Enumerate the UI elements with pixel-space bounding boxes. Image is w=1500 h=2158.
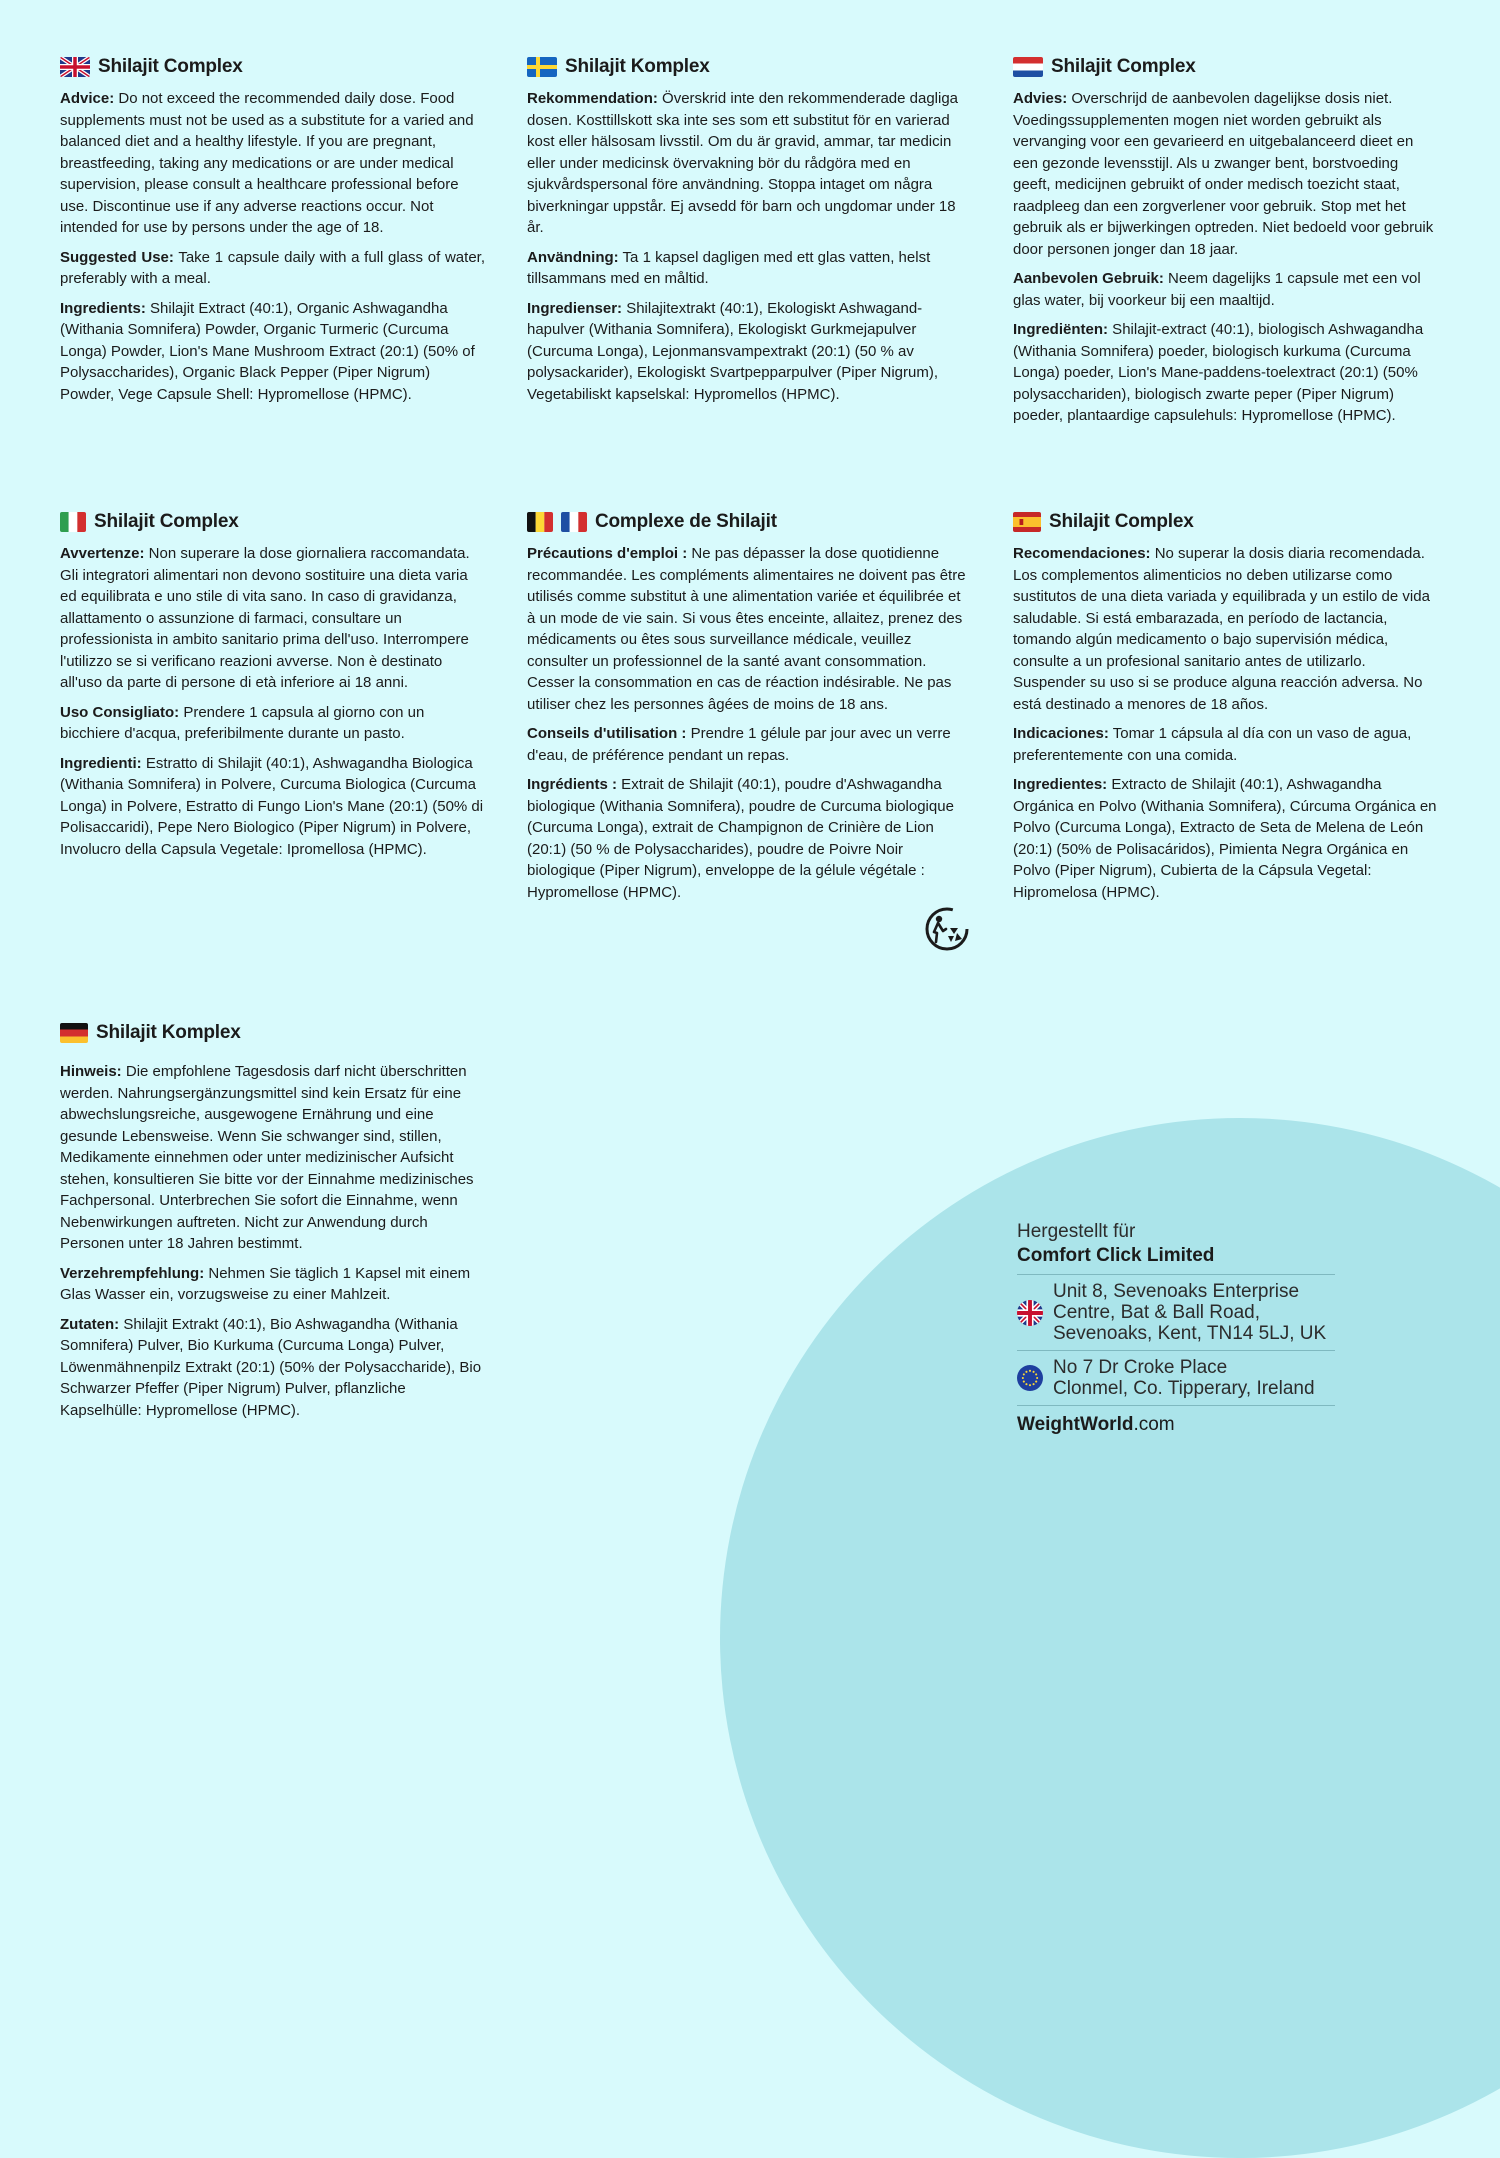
suggested-use-text: Aanbevolen Gebruik: Neem dagelijks 1 capsule met een vol glas water, bij voorkeur bij een maaltijd. [1013,270,1421,309]
address-line: No 7 Dr Croke Place [1053,1357,1228,1378]
section-title: Shilajit Komplex [527,56,972,78]
suggested-use-text: Uso Consigliato: Prendere 1 capsula al giorno con un bicchiere d'acqua, preferibilmente durante un pasto. [60,703,425,742]
section-title: Complexe de Shilajit [527,511,972,533]
suggested-use-text: Verzehrempfehlung: Nehmen Sie täglich 1 Kapsel mit einem Glas Wasser ein, vorzugsweise zu einer Mahlzeit. [60,1264,471,1303]
section-title: Shilajit Complex [1013,511,1438,533]
ingredients-text: Zutaten: Shilajit Extrakt (40:1), Bio Ashwagandha (Withania Somnifera) Pulver, Bio Kurkuma (Curcuma Longa) Pulver, Löwenmähnenpilz Extrakt (20:1) (50% der Polysaccharide), Bio Schwarzer Pfeffer (Piper Nigrum) Pulver, pflanzliche Kapselhülle: Hypromellose (HPMC). [60,1315,482,1419]
divider [1017,1274,1335,1275]
france-flag-icon [561,512,587,532]
ingredients-text: Ingredienser: Shilajitextrakt (40:1), Ekologiskt Ashwagand-hapulver (Withania Somnifera), Ekologiskt Gurkmejapulver (Curcuma Longa), Lejonmansvampextrakt (20:1) (50 % av polysackarider), Ekologiskt Svartpepparpulver (Piper Nigrum), Vegetabiliskt kapselskal: Hypromellos (HPMC). [527,299,938,403]
divider [1017,1350,1335,1351]
suggested-use-text: Conseils d'utilisation : Prendre 1 gélule par jour avec un verre d'eau, de préférence pendant un repas. [527,725,951,764]
advice-text: Recomendaciones: No superar la dosis diaria recomendada. Los complementos alimenticios no deben utilizarse como sustitutos de una dieta variada y equilibrada y un estilo de vida saludable. Si está embarazada, en período de lactancia, tomando algún medicamento o bajo supervisión médica, consulte a un profesional sanitario antes de utilizarlo. Suspender su uso si se produce alguna reacción adversa. No está destinado a menores de 18 años. [1013,545,1430,713]
manufacturer-info [1017,1220,1335,1438]
ingredients-text: Ingredientes: Extracto de Shilajit (40:1), Ashwagandha Orgánica en Polvo (Withania Somnifera), Cúrcuma Orgánica en Polvo (Curcuma Longa), Extracto de Seta de Melena de León (20:1) (50% de Polisacáridos), Pimienta Negra Orgánica en Polvo (Piper Nigrum), Cubierta de la Cápsula Vegetal: Hipromelosa (HPMC). [1013,776,1437,901]
suggested-use-text: Indicaciones: Tomar 1 cápsula al día con un vaso de agua, preferentemente con una comida. [1013,725,1412,764]
suggested-use-text: Suggested Use: Take 1 capsule daily with a full glass of water, preferably with a meal. [60,248,485,287]
section-spanish [1013,511,1438,911]
section-italian [60,511,488,868]
advice-text: Rekommendation: Överskrid inte den rekommenderade dagliga dosen. Kosttillskott ska inte ses som ett substitut för en varierad kost eller hälsosam livsstil. Om du är gravid, ammar, tar medicin eller under medicinsk övervakning bör du rådgöra med en sjukvårdspersonal före användning. Stoppa intaget om några biverkningar uppstår. Ej avsedd för barn och ungdomar under 18 år. [527,90,959,236]
section-title: Shilajit Complex [60,511,488,533]
section-german [60,1022,485,1429]
ingredients-text: Ingredients: Shilajit Extract (40:1), Organic Ashwagandha (Withania Somnifera) Powder, Organic Turmeric (Curcuma Longa) Powder, Lion's Mane Mushroom Extract (20:1) (50% of Polysaccharides), Organic Black Pepper (Piper Nigrum) Powder, Vege Capsule Shell: Hypromellose (HPMC). [60,299,475,403]
ingredients-text: Ingrédients : Extrait de Shilajit (40:1), poudre d'Ashwagandha biologique (Withania Somnifera), poudre de Curcuma biologique (Curcuma Longa), extrait de Champignon de Crinière de Lion (20:1) (50 % de Polysaccharides), poudre de Poivre Noir biologique (Piper Nigrum), enveloppe de la gélule végétale : Hypromellose (HPMC). [527,776,954,901]
section-title: Shilajit Komplex [60,1022,485,1044]
section-french [527,511,972,911]
uk-address [1017,1281,1335,1344]
divider [1017,1405,1335,1406]
section-title: Shilajit Complex [60,56,485,78]
germany-flag-icon [60,1023,88,1043]
spain-flag-icon [1013,512,1041,532]
suggested-use-text: Användning: Ta 1 kapsel dagligen med ett glas vatten, helst tillsammans med en måltid. [527,248,931,287]
made-for-label: Hergestellt für [1017,1221,1136,1242]
section-swedish [527,56,972,413]
ingredients-text: Ingredienti: Estratto di Shilajit (40:1), Ashwagandha Biologica (Withania Somnifera) in Polvere, Curcuma Biologica (Curcuma Longa) in Polvere, Estratto di Fungo Lion's Mane (20:1) (50% di Polisaccaridi), Pepe Nero Biologico (Piper Nigrum) in Polvere, Involucro della Capsula Vegetale: Ipromellosa (HPMC). [60,754,484,858]
eu-flag-icon [1017,1365,1043,1391]
belgium-flag-icon [527,512,553,532]
uk-flag-icon [1017,1300,1043,1326]
sweden-flag-icon [527,57,557,77]
eu-address [1017,1357,1335,1399]
triman-recycling-icon [924,906,970,952]
section-title: Shilajit Complex [1013,56,1438,78]
netherlands-flag-icon [1013,57,1043,77]
website-link[interactable]: WeightWorld.com [1017,1414,1175,1435]
ingredients-text: Ingrediënten: Shilajit-extract (40:1), biologisch Ashwagandha (Withania Somnifera) poeder, biologisch kurkuma (Curcuma Longa) poeder, Lion's Mane-paddens-toelextract (20:1) (50% polysacchariden), biologisch zwarte peper (Piper Nigrum) poeder, plantaardige capsulehuls: Hypromellose (HPMC). [1013,321,1424,424]
advice-text: Advies: Overschrijd de aanbevolen dagelijkse dosis niet. Voedingssupplementen mogen niet worden gebruikt als vervanging voor een gevarieerd en uitgebalanceerd dieet en een gezonde levensstijl. Als u zwanger bent, borstvoeding geeft, medicijnen gebruikt of onder medisch toezicht staat, raadpleeg dan een zorgverlener voor gebruik. Stop met het gebruik als er bijwerkingen optreden. Niet bedoeld voor gebruik door personen jonger dan 18 jaar. [1013,90,1434,258]
uk-flag-icon [60,57,90,77]
address-line: Centre, Bat & Ball Road, [1053,1302,1260,1323]
advice-text: Avvertenze: Non superare la dose giornaliera raccomandata. Gli integratori alimentari non devono sostituire una dieta varia ed equilibrata e uno stile di vita sano. In caso di gravidanza, allattamento o assunzione di farmaci, consultare un professionista in ambito sanitario prima dell'uso. Interrompere l'utilizzo se si verificano reazioni avverse. Non è destinato all'uso da parte di persone di età inferiore ai 18 anni. [60,545,470,691]
advice-text: Hinweis: Die empfohlene Tagesdosis darf nicht überschritten werden. Nahrungsergänzungsmittel sind kein Ersatz für eine abwechslungsreiche, ausgewogene Ernährung und eine gesunde Lebensweise. Wenn Sie schwanger sind, stillen, Medikamente einnehmen oder unter medizinischer Aufsicht stehen, konsultieren Sie bitte vor der Einnahme medizinisches Fachpersonal. Unterbrechen Sie sofort die Einnahme, wenn Nebenwirkungen auftreten. Nicht zur Anwendung durch Personen unter 18 Jahren bestimmt. [60,1063,474,1252]
company-name: Comfort Click Limited [1017,1245,1215,1266]
address-line: Clonmel, Co. Tipperary, Ireland [1053,1378,1315,1399]
advice-text: Précautions d'emploi : Ne pas dépasser la dose quotidienne recommandée. Les compléments alimentaires ne doivent pas être utilisés comme substitut à une alimentation variée et équilibrée et à un mode de vie sain. Si vous êtes enceinte, allaitez, prenez des médicaments ou êtes sous surveillance médicale, veuillez consulter un professionnel de la santé avant consommation. Cesser la consommation en cas de réaction indésirable. Ne pas utiliser chez les personnes âgées de moins de 18 ans. [527,545,966,713]
section-dutch [1013,56,1438,435]
address-line: Unit 8, Sevenoaks Enterprise [1053,1281,1300,1302]
italy-flag-icon [60,512,86,532]
address-line: Sevenoaks, Kent, TN14 5LJ, UK [1053,1323,1327,1344]
section-english [60,56,485,413]
advice-text: Advice: Do not exceed the recommended daily dose. Food supplements must not be used as a substitute for a varied and balanced diet and a healthy lifestyle. If you are pregnant, breastfeeding, taking any medications or are under medical supervision, please consult a healthcare professional before use. Discontinue use if any adverse reactions occur. Not intended for use by persons under the age of 18. [60,90,474,236]
